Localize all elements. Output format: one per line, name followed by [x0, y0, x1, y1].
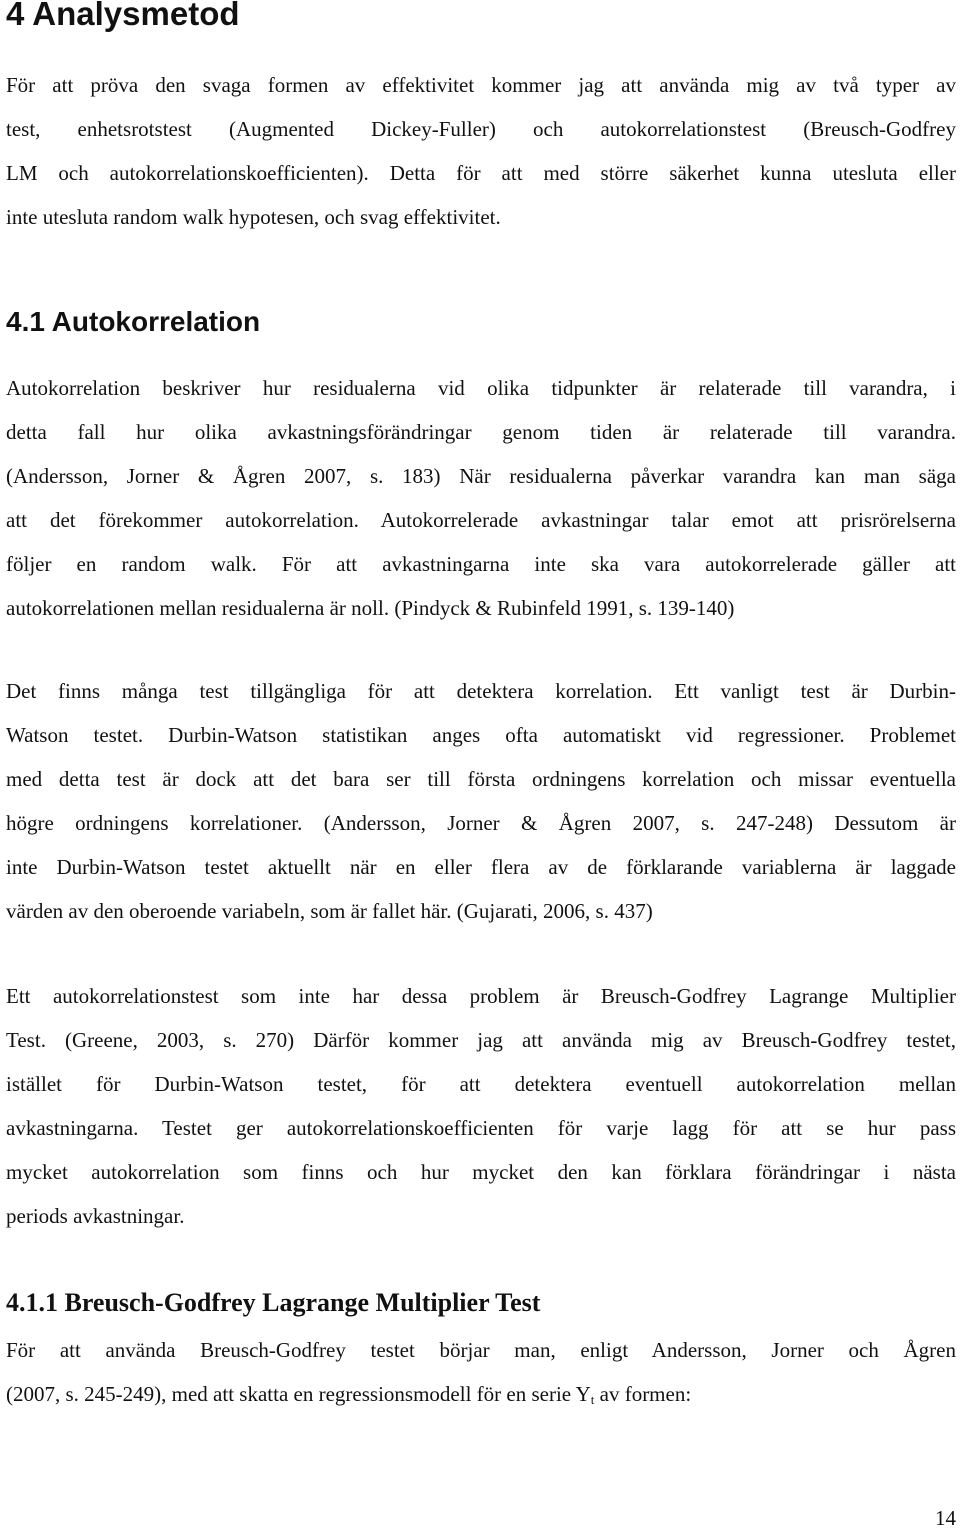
text-segment: av formen: [594, 1382, 692, 1406]
text-line: periods avkastningar. [6, 1204, 185, 1228]
text-line: autokorrelationen mellan residualerna är noll. (Pindyck & Rubinfeld 1991, s. 139-140) [6, 596, 735, 620]
text-line [6, 1372, 956, 1416]
section-4-1-paragraph-2 [6, 669, 956, 933]
text-segment: (2007, s. 245-249), med att skatta en regressionsmodell för en serie Y [6, 1382, 591, 1406]
text-line: följer en random walk. För att avkastningarna inte ska vara autokorrelerade gäller att [6, 552, 956, 576]
text-line: att det förekommer autokorrelation. Autokorrelerade avkastningar talar emot att prisrörelserna [6, 508, 956, 532]
text-line: avkastningarna. Testet ger autokorrelationskoefficienten för varje lagg för att se hur pass [6, 1116, 956, 1140]
text-line: Ett autokorrelationstest som inte har dessa problem är Breusch-Godfrey Lagrange Multiplier [6, 984, 956, 1008]
section-4-1-paragraph-1 [6, 366, 956, 630]
text-line: test, enhetsrotstest (Augmented Dickey-Fuller) och autokorrelationstest (Breusch-Godfrey [6, 117, 956, 141]
section-heading-4-1: 4.1 Autokorrelation [6, 306, 261, 337]
text-line: mycket autokorrelation som finns och hur mycket den kan förklara förändringar i nästa [6, 1160, 956, 1184]
text-line: Autokorrelation beskriver hur residualerna vid olika tidpunkter är relaterade till varandra, i [6, 376, 956, 400]
text-line: För att använda Breusch-Godfrey testet börjar man, enligt Andersson, Jorner och Ågren [6, 1338, 956, 1362]
page-number: 14 [935, 1506, 956, 1530]
subsection-heading-4-1-1: 4.1.1 Breusch-Godfrey Lagrange Multiplier Test [6, 1288, 541, 1317]
text-line: (Andersson, Jorner & Ågren 2007, s. 183) När residualerna påverkar varandra kan man säga [6, 464, 956, 488]
text-line: istället för Durbin-Watson testet, för att detektera eventuell autokorrelation mellan [6, 1072, 956, 1096]
text-line: Watson testet. Durbin-Watson statistikan anges ofta automatiskt vid regressioner. Problemet [6, 723, 956, 747]
text-line: med detta test är dock att det bara ser till första ordningens korrelation och missar eventuella [6, 767, 956, 791]
section-4-1-paragraph-3 [6, 974, 956, 1238]
subscript-t: t [590, 1392, 595, 1407]
text-line: inte Durbin-Watson testet aktuellt när en eller flera av de förklarande variablerna är laggade [6, 855, 956, 879]
section-4-1-1-paragraph [6, 1328, 956, 1416]
chapter-heading: 4 Analysmetod [6, 0, 240, 32]
text-line: detta fall hur olika avkastningsförändringar genom tiden är relaterade till varandra. [6, 420, 956, 444]
text-line: inte utesluta random walk hypotesen, och svag effektivitet. [6, 205, 501, 229]
text-line: värden av den oberoende variabeln, som är fallet här. (Gujarati, 2006, s. 437) [6, 899, 653, 923]
intro-paragraph [6, 63, 956, 239]
text-line: För att pröva den svaga formen av effektivitet kommer jag att använda mig av två typer av [6, 73, 956, 97]
text-line: högre ordningens korrelationer. (Andersson, Jorner & Ågren 2007, s. 247-248) Dessutom är [6, 811, 956, 835]
text-line: LM och autokorrelationskoefficienten). Detta för att med större säkerhet kunna utesluta eller [6, 161, 956, 185]
text-line: Det finns många test tillgängliga för att detektera korrelation. Ett vanligt test är Durbin- [6, 679, 956, 703]
text-line: Test. (Greene, 2003, s. 270) Därför kommer jag att använda mig av Breusch-Godfrey testet, [6, 1028, 956, 1052]
